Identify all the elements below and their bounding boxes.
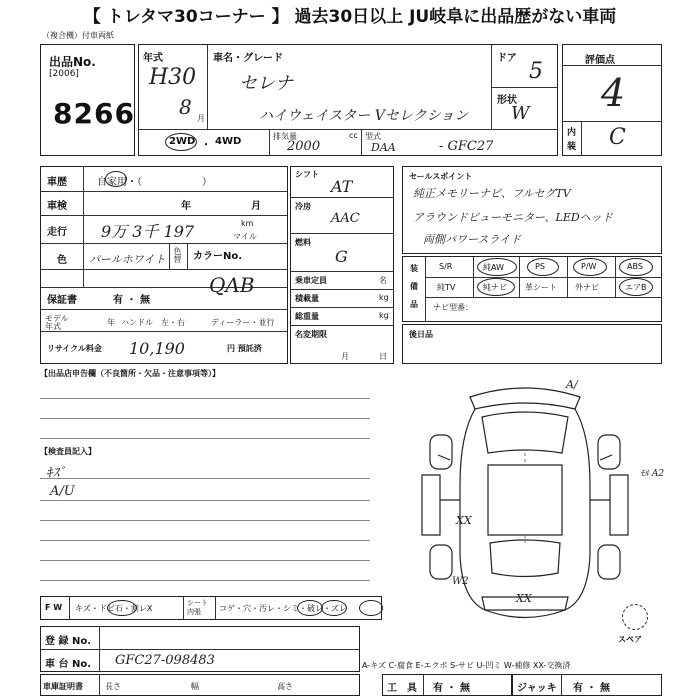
wheel-rr [598,545,620,579]
model-value: - GFC27 [439,139,494,154]
sales-point-line-2: アラウンドビューモニター、LEDヘッド [413,211,613,224]
lot-number: 8266 [53,97,135,130]
drivetrain-table [290,166,394,364]
recycle-label: リサイクル料金 [47,344,102,353]
handle-label: ハンドル 左・右 [121,318,185,327]
history-label: 車歴 [47,177,67,188]
equipment-box [402,256,662,322]
load-unit: kg [379,293,389,302]
diagram-mark-1: A/ [566,378,578,391]
interior-label-1: 内 [567,128,577,138]
damage-row [40,596,382,620]
grade-label: 評価点 [585,55,615,66]
equip-circle-pw [573,258,607,276]
equip-sr: S/R [439,262,453,271]
inspection-month: 月 [251,201,261,212]
recycle-value: 10,190 [129,339,185,358]
ac-value: AAC [331,211,360,226]
equip-leather: 革シート [525,283,557,292]
mileage-unit-mile: マイル [233,232,257,241]
shift-value: AT [331,177,353,196]
diagram-mark-4: W2 [452,576,469,587]
gross-unit: kg [379,311,389,320]
cert-width: 幅 [191,682,199,691]
jack-box [512,674,662,696]
color-label: 色 [57,255,67,266]
model-year-label: モデル年式 [45,314,69,331]
nameplate-label: 名変期限 [295,330,327,339]
mileage-unit-km: km [241,219,254,228]
side-right [610,475,628,535]
nameplate-month: 月 [341,352,349,361]
vehicle-box [138,44,558,156]
drive-sep: ・ [201,140,211,151]
inspection-label: 車検 [47,201,67,212]
equipment-label-2: 備 [410,282,418,291]
tools-value: 有 ・ 無 [433,683,470,694]
displacement-unit: cc [349,131,358,140]
navi-model-row: ナビ型番： [433,303,473,312]
doors-value: 5 [529,59,543,84]
equip-circle-abs [619,258,653,276]
inspection-year: 年 [181,201,191,212]
lot-box [40,44,135,156]
inspector-note-2: A/U [50,484,75,499]
tools-label: 工 具 [387,683,417,694]
lot-label: 出品No. [49,55,96,69]
year-value: H30 [149,65,197,90]
model-year-unit: 年 [107,318,115,327]
spare-label: スペア [618,635,642,644]
equip-airbag: エアB [625,283,647,292]
inspector-label: 【検査員記入】 [40,447,96,456]
color-value: パールホワイト [89,253,166,266]
equip-circle-alloy [477,258,517,276]
displacement-value: 2000 [287,139,321,154]
color-code-value: QAB [209,273,255,297]
tools-box [382,674,512,696]
mileage-value: 9万 3千 197 [101,222,195,241]
jack-value: 有 ・ 無 [573,683,610,694]
legend: A-キズ C-腐食 E-エクボ S-サビ U-凹ミ W-補修 XX-交換済 [362,661,571,670]
cert-height: 高さ [277,682,293,691]
grade-box [562,44,662,156]
damage-circle-stain [297,600,323,616]
mirror-right [600,455,612,460]
lot-year-code: [2006] [49,69,79,79]
wheel-fr [598,435,620,469]
displacement-label: 排気量 [273,132,297,141]
sales-point-line-1: 純正メモリーナビ、フルセグTV [413,187,571,200]
sub-label: （複合機）付車両紙 [42,31,114,40]
gross-label: 総重量 [295,312,319,321]
interior-label-2: 装 [567,142,577,152]
chassis-value: GFC27-098483 [115,653,215,668]
mirror-left [438,455,450,460]
grade-score: 4 [601,71,626,115]
warranty-value: 有 ・ 無 [113,295,150,306]
equipment-label-1: 装 [410,264,418,273]
equip-tv: 純TV [437,283,456,292]
nameplate-day: 日 [379,352,387,361]
chassis-label: 車 台 No. [45,659,92,670]
shape-label: 形状 [497,95,517,106]
after-items-box [402,324,662,364]
sales-points-box [402,166,662,254]
load-label: 積載量 [295,294,319,303]
equip-abs: ABS [627,262,643,271]
reg-label: 登 録 No. [45,636,92,647]
mileage-label: 走行 [47,227,67,238]
shape-value: W [511,103,530,124]
car-rear-window [490,540,560,577]
damage-item-2: シート 内張 [187,599,208,616]
color-code-label: カラーNo. [193,251,243,262]
registration-box [40,626,360,672]
year-label: 年式 [143,53,163,64]
equip-ext-navi: 外ナビ [575,283,599,292]
inspector-note-1: ｷｽﾞ [46,466,66,481]
wheel-rl [430,545,452,579]
recycle-unit: 円 預託済 [227,344,262,353]
equip-alloy: 純AW [483,263,504,272]
color-change-label: 色替 [173,247,182,263]
capacity-label: 乗車定員 [295,276,327,285]
damage-item-1: キズ・ドビ石・割レX [75,604,153,613]
damage-circle-shift [359,600,383,616]
month-unit: 月 [197,114,205,123]
drive-2wd: 2WD [169,136,196,147]
jack-label: ジャッキ [517,683,557,694]
car-body-outline [460,409,590,610]
history-value: 自家用・（ ） [97,177,212,188]
equip-circle-navi [477,278,515,296]
diagram-mark-3: XX [456,514,472,527]
sales-points-label: セールスポイント [409,172,473,181]
car-hood [482,412,568,453]
exhibitor-label: 【出品店申告欄（不良箇所・欠品・注意事項等）】 [40,369,220,378]
diagram-mark-2: ﾓﾙ A2 [640,469,665,479]
equip-ps: PS [535,262,545,271]
equip-circle-airbag [619,278,653,296]
drive-4wd: 4WD [215,136,242,147]
doors-label: ドア [497,53,517,64]
warranty-label: 保証書 [47,295,77,306]
damage-circle-chip [107,600,137,616]
fw-label: F W [45,603,63,612]
fuel-label: 燃料 [295,238,311,247]
model-prefix: DAA [371,141,396,154]
shift-label: シフト [295,170,319,179]
month-value: 8 [179,95,192,119]
name-label: 車名・グレード [213,53,283,64]
banner-title: 【 トレタマ30コーナー 】 過去30日以上 JU岐阜に出品歴がない車両 [0,0,700,34]
sales-point-line-3: 両側パワースライド [423,233,522,246]
dealer-label: ディーラー・並行 [211,318,275,327]
damage-circle-mark [321,600,347,616]
wheel-fl [430,435,452,469]
name-value: セレナ [239,73,293,94]
damage-item-3: コゲ・穴・汚レ・シミ・破レ・ズレ [219,604,347,613]
equipment-label-3: 品 [410,300,418,309]
ac-label: 冷房 [295,202,311,211]
car-front-bumper [470,388,580,409]
after-items-label: 後日品 [409,330,433,339]
side-left [422,475,440,535]
cert-label: 車庫証明書 [43,682,83,691]
capacity-unit: 名 [379,276,387,285]
equip-pw: P/W [581,262,597,271]
private-use-circle [105,171,127,187]
equip-navi: 純ナビ [483,283,507,292]
interior-value: C [609,125,626,150]
grade-value: ハイウェイスター Vセレクション [259,108,469,124]
equip-circle-ps [527,258,559,276]
model-label: 型式 [365,132,381,141]
history-table [40,166,288,364]
fuel-value: G [335,247,348,266]
cert-length: 長さ [105,682,121,691]
garage-box [40,674,360,696]
spare-tire-circle [622,604,648,630]
car-roof [488,465,562,535]
diagram-mark-5: XX [516,592,532,605]
